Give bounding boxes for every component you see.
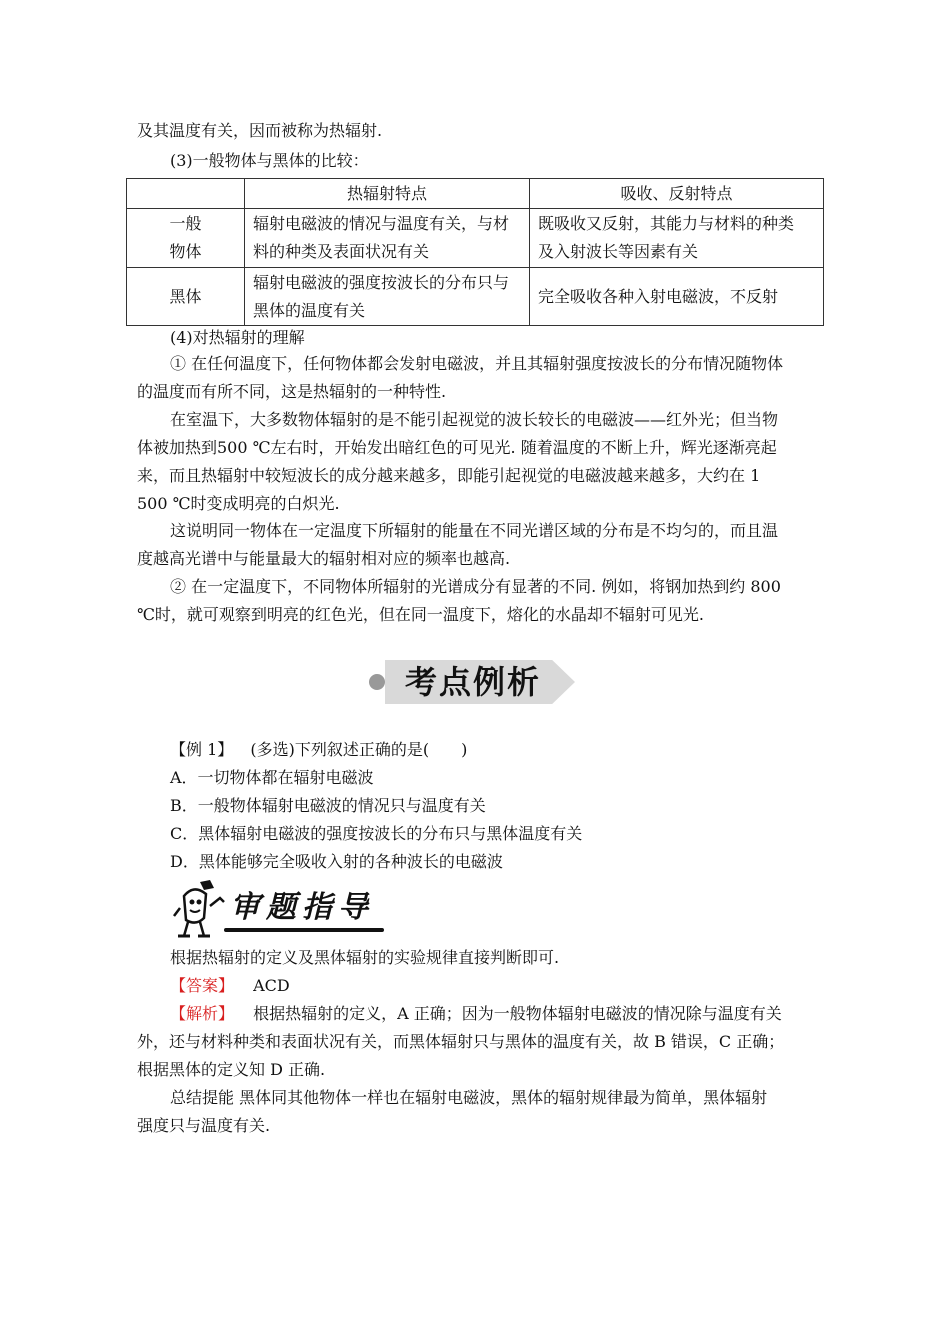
example-question bbox=[170, 740, 467, 760]
section-banner bbox=[365, 654, 585, 710]
comparison-table bbox=[126, 178, 824, 326]
intro-line: 及其温度有关，因而被称为热辐射. bbox=[137, 121, 383, 140]
section4-heading: (4)对热辐射的理解 bbox=[170, 328, 305, 347]
table-cell-name: 黑体 bbox=[127, 268, 245, 326]
table-cell-absorption: 完全吸收各种入射电磁波，不反射 bbox=[530, 268, 824, 326]
table-header-cell bbox=[127, 179, 245, 209]
summary-line: 强度只与温度有关. bbox=[137, 1116, 271, 1135]
cell-line: 一般 bbox=[169, 214, 202, 233]
paragraph-line: ② 在一定温度下，不同物体所辐射的光谱成分有显著的不同. 例如，将钢加热到约 800 bbox=[170, 577, 781, 596]
paragraph-line: 这说明同一物体在一定温度下所辐射的能量在不同光谱区域的分布是不均匀的，而且温 bbox=[170, 521, 779, 540]
table-header-cell: 吸收、反射特点 bbox=[530, 179, 824, 209]
answer-line bbox=[170, 976, 290, 996]
guide-heading bbox=[170, 878, 390, 940]
guide-title: 审题指导 bbox=[230, 890, 374, 925]
cell-line: 既吸收又反射，其能力与材料的种类 bbox=[538, 214, 795, 233]
analysis-text: 根据热辐射的定义，A 正确；因为一般物体辐射电磁波的情况除与温度有关 bbox=[253, 1004, 782, 1023]
cell-line: 黑体的温度有关 bbox=[253, 300, 366, 320]
analysis-line: 外，还与材料种类和表面状况有关，而黑体辐射只与黑体的温度有关，故 B 错误，C 正确； bbox=[137, 1032, 785, 1051]
answer-label: 【答案】 bbox=[170, 976, 235, 995]
analysis-line bbox=[170, 1004, 782, 1024]
paragraph-line: ① 在任何温度下，任何物体都会发射电磁波，并且其辐射强度按波长的分布情况随物体 bbox=[170, 354, 784, 373]
paragraph-line: 度越高光谱中与能量最大的辐射相对应的频率也越高. bbox=[137, 549, 511, 568]
cell-line: 料的种类及表面状况有关 bbox=[253, 242, 430, 261]
paragraph-line: 来，而且热辐射中较短波长的成分越来越多，即能引起视觉的电磁波越来越多，大约在 1 bbox=[137, 466, 761, 485]
paragraph-line: 体被加热到500 ℃左右时，开始发出暗红色的可见光. 随着温度的不断上升，辉光逐渐亮起 bbox=[137, 438, 777, 457]
cell-line: 辐射电磁波的情况与温度有关，与材 bbox=[253, 214, 510, 233]
table-header-cell: 热辐射特点 bbox=[245, 179, 530, 209]
option-a: A．一切物体都在辐射电磁波 bbox=[170, 768, 374, 787]
section3-heading: (3)一般物体与黑体的比较： bbox=[170, 151, 369, 170]
paragraph-line: ℃时，就可观察到明亮的红色光，但在同一温度下，熔化的水晶却不辐射可见光. bbox=[137, 605, 704, 624]
guide-text: 根据热辐射的定义及黑体辐射的实验规律直接判断即可. bbox=[170, 948, 560, 967]
table-header-row bbox=[127, 179, 824, 209]
table-cell-absorption bbox=[530, 209, 824, 268]
paragraph-line: 在室温下，大多数物体辐射的是不能引起视觉的波长较长的电磁波——红外光；但当物 bbox=[170, 410, 779, 429]
cell-line: 及入射波长等因素有关 bbox=[538, 242, 699, 261]
table-row bbox=[127, 209, 824, 268]
cell-line: 辐射电磁波的强度按波长的分布只与 bbox=[253, 272, 510, 292]
option-b: B．一般物体辐射电磁波的情况只与温度有关 bbox=[170, 796, 486, 815]
guide-underline bbox=[224, 928, 384, 932]
cell-line: 物体 bbox=[169, 242, 202, 261]
answer-value: ACD bbox=[253, 976, 290, 995]
summary-line: 总结提能 黑体同其他物体一样也在辐射电磁波，黑体的辐射规律最为简单，黑体辐射 bbox=[170, 1088, 768, 1107]
example-label: 【例 1】 bbox=[170, 740, 234, 759]
paragraph-line: 的温度而有所不同，这是热辐射的一种特性. bbox=[137, 382, 447, 401]
analysis-label: 【解析】 bbox=[170, 1004, 235, 1023]
option-c: C．黑体辐射电磁波的强度按波长的分布只与黑体温度有关 bbox=[170, 824, 583, 843]
table-cell-radiation bbox=[245, 268, 530, 326]
table-cell-name bbox=[127, 209, 245, 268]
table-cell-radiation bbox=[245, 209, 530, 268]
analysis-line: 根据黑体的定义知 D 正确. bbox=[137, 1060, 326, 1079]
banner-title: 考点例析 bbox=[405, 663, 542, 701]
paragraph-line: 500 ℃时变成明亮的白炽光. bbox=[137, 494, 340, 513]
table-row bbox=[127, 268, 824, 326]
option-d: D．黑体能够完全吸收入射的各种波长的电磁波 bbox=[170, 852, 503, 871]
example-question-text: (多选)下列叙述正确的是( ) bbox=[250, 740, 468, 759]
pen-character-icon bbox=[170, 878, 228, 940]
bullet-dot-icon bbox=[369, 674, 385, 690]
